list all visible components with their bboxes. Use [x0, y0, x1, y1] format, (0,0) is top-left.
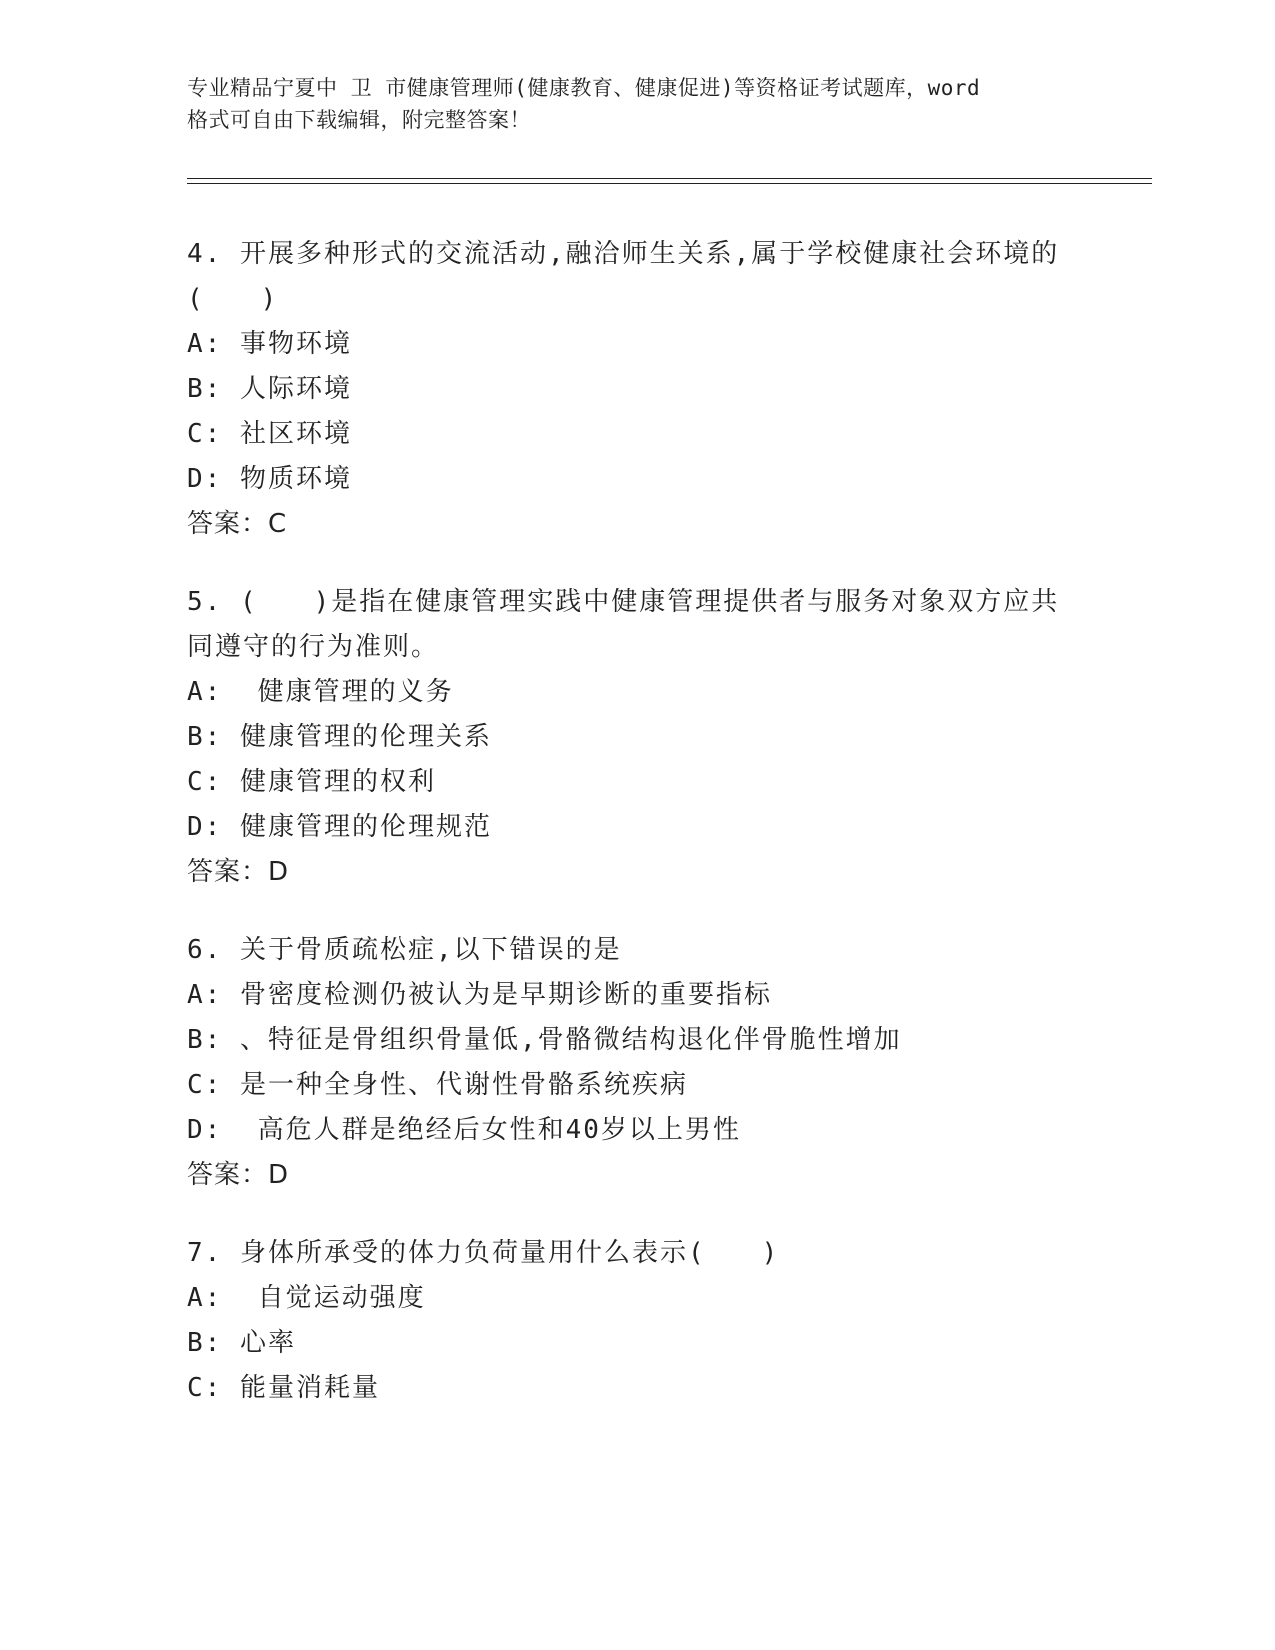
answer: 答案：C — [187, 509, 288, 539]
question-stem: 7. 身体所承受的体力负荷量用什么表示( ) — [187, 1238, 780, 1268]
option-c: C: 能量消耗量 — [187, 1373, 380, 1403]
option-a: A: 骨密度检测仍被认为是早期诊断的重要指标 — [187, 980, 772, 1010]
question-5 — [187, 580, 1087, 895]
option-b: B: 人际环境 — [187, 374, 352, 404]
question-stem-continued: 同遵守的行为准则。 — [187, 632, 440, 662]
option-b: B: 心率 — [187, 1328, 296, 1358]
option-c: C: 健康管理的权利 — [187, 767, 436, 797]
header-line-2: 格式可自由下载编辑，附完整答案！ — [187, 108, 531, 132]
question-6 — [187, 928, 1087, 1198]
option-c: C: 是一种全身性、代谢性骨骼系统疾病 — [187, 1070, 688, 1100]
option-d: D: 高危人群是绝经后女性和40岁以上男性 — [187, 1115, 741, 1145]
question-7 — [187, 1231, 1087, 1411]
option-b: B: 、特征是骨组织骨量低,骨骼微结构退化伴骨脆性增加 — [187, 1025, 902, 1055]
question-stem: 6. 关于骨质疏松症,以下错误的是 — [187, 935, 622, 965]
answer: 答案：D — [187, 1160, 290, 1190]
answer: 答案：D — [187, 857, 290, 887]
option-a: A: 事物环境 — [187, 329, 352, 359]
header-line-1: 专业精品宁夏中 卫 市健康管理师(健康教育、健康促进)等资格证考试题库，word — [187, 76, 981, 100]
option-a: A: 健康管理的义务 — [187, 677, 454, 707]
option-b: B: 健康管理的伦理关系 — [187, 722, 492, 752]
document-header — [187, 72, 1087, 136]
option-d: D: 物质环境 — [187, 464, 352, 494]
question-list — [187, 232, 1087, 1444]
header-divider-top — [187, 178, 1152, 179]
option-d: D: 健康管理的伦理规范 — [187, 812, 492, 842]
question-stem: 5. ( )是指在健康管理实践中健康管理提供者与服务对象双方应共 — [187, 587, 1060, 617]
question-4 — [187, 232, 1087, 547]
option-a: A: 自觉运动强度 — [187, 1283, 426, 1313]
question-stem-continued: ( ) — [187, 284, 279, 314]
question-stem: 4. 开展多种形式的交流活动,融洽师生关系,属于学校健康社会环境的 — [187, 239, 1060, 269]
option-c: C: 社区环境 — [187, 419, 352, 449]
header-divider-bottom — [187, 183, 1152, 184]
